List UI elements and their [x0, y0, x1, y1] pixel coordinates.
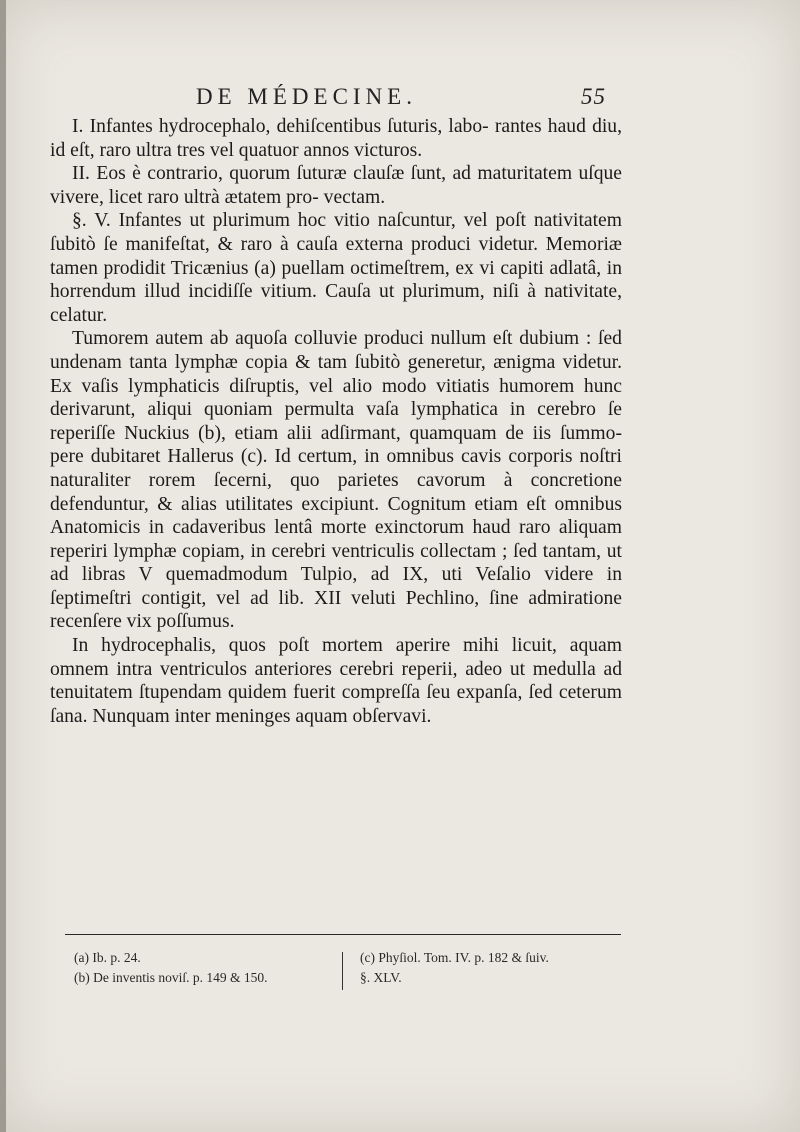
paragraph [50, 209, 622, 327]
footnote-rule [65, 934, 621, 935]
text-line: dubium : ſed undenam tanta lymphæ copia & tam ſubitò [50, 328, 622, 373]
text-line: celatur. [50, 304, 108, 326]
page-number: 55 [581, 84, 606, 109]
footnote: (a) Ib. p. 24. [74, 950, 141, 965]
running-title: DE MÉDECINE. [196, 84, 417, 109]
text-line: §. V. Infantes ut plurimum hoc vitio naſcuntur, vel [72, 210, 488, 232]
main-text [50, 115, 622, 728]
text-line: excipiunt. Cognitum etiam eſt omnibus Anatomicis in [50, 493, 622, 539]
text-line: victuros. [354, 139, 423, 161]
paragraph [50, 634, 622, 728]
text-line: vel alio modo vitiatis humorem hunc derivarunt, aliqui [50, 375, 622, 421]
text-line: I. Infantes hydrocephalo, dehiſcentibus ſuturis, labo- [72, 116, 489, 137]
text-line: ſed tantam, ut ad libras V quemadmodum Tulpio, [50, 540, 622, 586]
text-line: aquam omnem intra ventriculos anteriores cerebri reperii, [50, 635, 622, 680]
footnotes-right [360, 948, 640, 988]
text-line: (a) puellam octimeſtrem, ex vi capiti adlatâ, in horrendum [50, 257, 622, 303]
footnote: §. XLV. [360, 970, 402, 985]
text-line: II. Eos è contrario, quorum ſuturæ clauſæ ſunt, ad [72, 163, 471, 185]
text-line: maturitatem uſque vivere, licet raro ultrà ætatem pro- [50, 163, 622, 208]
text-line: corporis noſtri naturaliter rorem ſecerni, quo parietes [50, 446, 623, 491]
text-line: illud incidiſſe vitium. Cauſa ut plurimum, niſi à nativitate, [144, 281, 622, 303]
text-line: externa produci videtur. Memoriæ tamen prodidit Tricænius [50, 233, 622, 279]
page-edge-shadow [0, 0, 6, 1132]
text-line: ad IX, uti Veſalio videre in ſeptimeſtri contigit, vel ad [50, 564, 622, 609]
footnote: (b) De inventis noviſ. p. 149 & 150. [74, 970, 268, 985]
text-line: adeo ut medulla ad tenuitatem ſtupendam quidem fuerit [50, 658, 622, 704]
text-line: rantes haud diu, id eſt, raro ultra tres vel quatuor annos [50, 116, 623, 161]
text-line: compreſſa ſeu expanſa, ſed ceterum ſana. Nunquam inter [50, 682, 622, 727]
footnote-divider [342, 952, 343, 990]
text-line: quoniam permulta vaſa lymphatica in cerebro ſe reperiſſe [50, 399, 622, 444]
text-line: cadaveribus lentâ morte exinctorum haud raro aliquam [172, 517, 622, 539]
text-line: poſt nativitatem ſubitò ſe manifeſtat, & raro à cauſa [50, 210, 622, 255]
text-line: pere dubitaret Hallerus (c). Id certum, in omnibus cavis [50, 446, 502, 468]
text-line: Nuckius (b), etiam alii adſirmant, quamquam de iis ſummo- [124, 422, 622, 444]
paragraph [50, 327, 622, 634]
text-line: lib. XII veluti Pechlino, ſine admiratione recenſere vix [50, 587, 622, 633]
footnotes-left [74, 948, 339, 988]
text-line: In hydrocephalis, quos poſt mortem aperire mihi licuit, [72, 635, 557, 657]
text-line: cavorum à concretione defenduntur, & alias utilitates [50, 469, 622, 515]
running-header [196, 84, 606, 112]
paragraph [50, 162, 622, 209]
text-line: poſſumus. [156, 611, 235, 633]
text-line: Tumorem autem ab aquoſa colluvie produci nullum eſt [72, 328, 513, 350]
text-line: vectam. [323, 186, 386, 208]
text-line: reperiri lymphæ copiam, in cerebri ventriculis collectam ; [50, 540, 508, 562]
paragraph [50, 115, 622, 162]
text-line: generetur, ænigma videtur. Ex vaſis lymphaticis diſruptis, [50, 351, 622, 397]
footnote: (c) Phyſiol. Tom. IV. p. 182 & ſuiv. [360, 950, 549, 965]
text-line: meninges aquam obſervavi. [215, 705, 432, 727]
footnotes [74, 948, 622, 994]
